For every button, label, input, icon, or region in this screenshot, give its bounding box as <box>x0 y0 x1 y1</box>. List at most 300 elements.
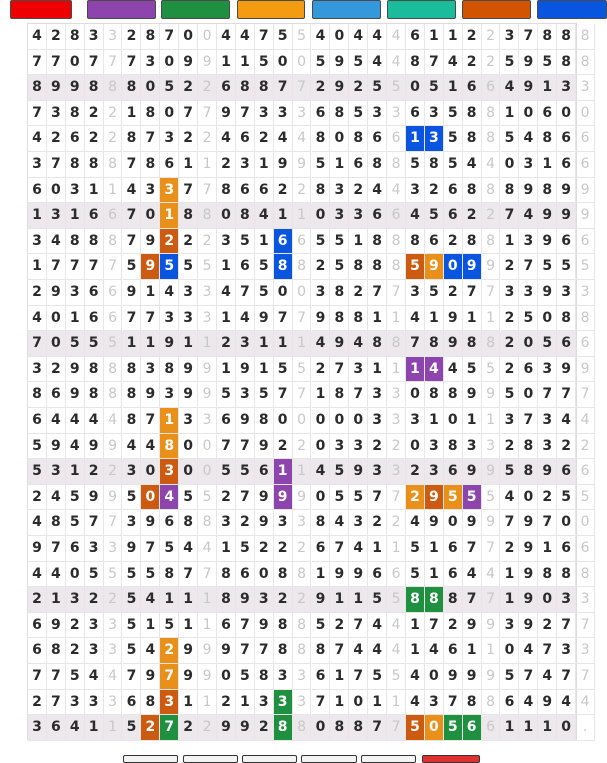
digit-cell[interactable]: 9 <box>47 613 66 639</box>
digit-cell[interactable]: 6 <box>557 126 576 152</box>
digit-cell[interactable]: 2 <box>274 587 293 613</box>
digit-cell[interactable]: 8 <box>330 280 349 306</box>
digit-cell[interactable]: 1 <box>501 562 520 588</box>
digit-cell[interactable]: 8 <box>179 203 198 229</box>
digit-cell[interactable]: 6 <box>217 408 236 434</box>
digit-cell[interactable]: 1 <box>179 152 198 178</box>
digit-cell[interactable]: 7 <box>85 254 104 280</box>
digit-cell[interactable]: 8 <box>425 587 444 613</box>
digit-cell[interactable]: 5 <box>160 613 179 639</box>
digit-cell[interactable]: 7 <box>425 50 444 76</box>
digit-cell[interactable]: 5 <box>557 485 576 511</box>
digit-cell[interactable]: 0 <box>406 434 425 460</box>
digit-cell[interactable]: 3 <box>179 280 198 306</box>
digit-cell[interactable]: 9 <box>85 485 104 511</box>
digit-cell[interactable]: 5 <box>236 664 255 690</box>
digit-cell[interactable]: 3 <box>160 459 179 485</box>
digit-cell[interactable]: 1 <box>123 101 142 127</box>
digit-cell[interactable]: 9 <box>557 357 576 383</box>
digit-cell[interactable]: 1 <box>368 306 387 332</box>
digit-cell[interactable]: 1 <box>406 126 425 152</box>
digit-cell[interactable]: 3 <box>217 229 236 255</box>
digit-cell[interactable]: 1 <box>179 331 198 357</box>
digit-cell[interactable]: 1 <box>538 152 557 178</box>
digit-cell[interactable]: 5 <box>179 254 198 280</box>
digit-cell[interactable]: 7 <box>236 485 255 511</box>
digit-cell[interactable]: 5 <box>123 562 142 588</box>
digit-cell[interactable]: 4 <box>519 638 538 664</box>
digit-cell[interactable]: 7 <box>463 536 482 562</box>
digit-cell[interactable]: 1 <box>217 50 236 76</box>
digit-cell[interactable]: 7 <box>236 434 255 460</box>
digit-cell[interactable]: 3 <box>425 690 444 716</box>
digit-cell[interactable]: 7 <box>47 536 66 562</box>
digit-cell[interactable]: 6 <box>557 331 576 357</box>
digit-cell[interactable]: 5 <box>123 485 142 511</box>
digit-cell[interactable]: 7 <box>179 562 198 588</box>
digit-cell[interactable]: 4 <box>368 24 387 50</box>
digit-cell[interactable]: 9 <box>312 306 331 332</box>
digit-cell[interactable]: 2 <box>255 715 274 741</box>
toolbar-button[interactable] <box>183 755 238 763</box>
digit-cell[interactable]: 4 <box>274 126 293 152</box>
digit-cell[interactable]: 7 <box>47 664 66 690</box>
digit-cell[interactable]: 4 <box>349 638 368 664</box>
digit-cell[interactable]: 8 <box>557 562 576 588</box>
digit-cell[interactable]: 9 <box>425 510 444 536</box>
digit-cell[interactable]: 3 <box>160 306 179 332</box>
digit-cell[interactable]: 7 <box>123 229 142 255</box>
digit-cell[interactable]: 8 <box>85 229 104 255</box>
digit-cell[interactable]: 3 <box>160 178 179 204</box>
digit-cell[interactable]: 6 <box>160 510 179 536</box>
digit-cell[interactable]: 3 <box>425 459 444 485</box>
digit-cell[interactable]: 1 <box>425 24 444 50</box>
digit-cell[interactable]: 1 <box>538 715 557 741</box>
digit-cell[interactable]: 2 <box>425 178 444 204</box>
digit-cell[interactable]: 1 <box>406 613 425 639</box>
digit-cell[interactable]: 3 <box>85 638 104 664</box>
digit-cell[interactable]: 1 <box>501 101 520 127</box>
digit-cell[interactable]: 7 <box>330 638 349 664</box>
digit-cell[interactable]: 3 <box>519 229 538 255</box>
digit-cell[interactable]: 8 <box>557 24 576 50</box>
digit-cell[interactable]: 8 <box>66 229 85 255</box>
digit-cell[interactable]: 5 <box>123 613 142 639</box>
digit-cell[interactable]: 9 <box>47 280 66 306</box>
digit-cell[interactable]: 9 <box>349 459 368 485</box>
digit-cell[interactable]: 7 <box>141 126 160 152</box>
digit-cell[interactable]: 3 <box>255 587 274 613</box>
digit-cell[interactable]: 2 <box>501 254 520 280</box>
digit-cell[interactable]: 8 <box>236 203 255 229</box>
digit-cell[interactable]: 1 <box>406 638 425 664</box>
digit-cell[interactable]: 2 <box>330 613 349 639</box>
digit-cell[interactable]: 4 <box>425 638 444 664</box>
digit-cell[interactable]: 6 <box>28 178 47 204</box>
digit-cell[interactable]: 1 <box>330 664 349 690</box>
digit-cell[interactable]: 7 <box>85 50 104 76</box>
digit-cell[interactable]: 6 <box>538 101 557 127</box>
digit-cell[interactable]: 8 <box>236 75 255 101</box>
digit-cell[interactable]: 3 <box>141 178 160 204</box>
digit-cell[interactable]: 8 <box>368 229 387 255</box>
digit-cell[interactable]: 6 <box>425 229 444 255</box>
digit-cell[interactable]: 6 <box>349 152 368 178</box>
digit-cell[interactable]: 9 <box>141 510 160 536</box>
digit-cell[interactable]: 5 <box>368 664 387 690</box>
digit-cell[interactable]: 5 <box>274 24 293 50</box>
digit-cell[interactable]: 2 <box>217 485 236 511</box>
digit-cell[interactable]: 3 <box>179 306 198 332</box>
digit-cell[interactable]: 8 <box>425 331 444 357</box>
digit-cell[interactable]: 5 <box>501 664 520 690</box>
digit-cell[interactable]: 5 <box>425 280 444 306</box>
digit-cell[interactable]: 4 <box>141 638 160 664</box>
digit-cell[interactable]: 2 <box>28 485 47 511</box>
digit-cell[interactable]: 6 <box>406 24 425 50</box>
swatch-teal[interactable] <box>387 0 456 19</box>
digit-cell[interactable]: 4 <box>179 536 198 562</box>
digit-cell[interactable]: 8 <box>557 50 576 76</box>
digit-cell[interactable]: 4 <box>255 203 274 229</box>
digit-cell[interactable]: 8 <box>463 229 482 255</box>
digit-cell[interactable]: 8 <box>141 690 160 716</box>
digit-cell[interactable]: 0 <box>141 203 160 229</box>
digit-cell[interactable]: 2 <box>368 434 387 460</box>
digit-cell[interactable]: 9 <box>255 306 274 332</box>
digit-cell[interactable]: 0 <box>425 664 444 690</box>
digit-cell[interactable]: 0 <box>141 485 160 511</box>
digit-cell[interactable]: 3 <box>47 203 66 229</box>
digit-cell[interactable]: 1 <box>141 613 160 639</box>
digit-cell[interactable]: 8 <box>85 382 104 408</box>
digit-cell[interactable]: 3 <box>28 357 47 383</box>
digit-cell[interactable]: 9 <box>141 664 160 690</box>
digit-cell[interactable]: 8 <box>538 178 557 204</box>
digit-cell[interactable]: 5 <box>28 459 47 485</box>
digit-cell[interactable]: 6 <box>444 638 463 664</box>
digit-cell[interactable]: 5 <box>330 485 349 511</box>
digit-cell[interactable]: 1 <box>141 331 160 357</box>
digit-cell[interactable]: 6 <box>368 126 387 152</box>
digit-cell[interactable]: 0 <box>217 664 236 690</box>
digit-cell[interactable]: 7 <box>274 306 293 332</box>
digit-cell[interactable]: 2 <box>255 126 274 152</box>
digit-cell[interactable]: 4 <box>123 434 142 460</box>
digit-cell[interactable]: 4 <box>406 306 425 332</box>
digit-cell[interactable]: 8 <box>406 229 425 255</box>
digit-cell[interactable]: 4 <box>406 664 425 690</box>
digit-cell[interactable]: 4 <box>47 562 66 588</box>
digit-cell[interactable]: 3 <box>501 408 520 434</box>
digit-cell[interactable]: 3 <box>236 152 255 178</box>
digit-cell[interactable]: 1 <box>406 357 425 383</box>
digit-cell[interactable]: 7 <box>349 382 368 408</box>
digit-cell[interactable]: 4 <box>557 690 576 716</box>
digit-cell[interactable]: 7 <box>330 357 349 383</box>
digit-cell[interactable]: 4 <box>557 408 576 434</box>
digit-cell[interactable]: 0 <box>501 638 520 664</box>
digit-cell[interactable]: 7 <box>141 306 160 332</box>
digit-cell[interactable]: 1 <box>349 229 368 255</box>
digit-cell[interactable]: 0 <box>179 434 198 460</box>
digit-cell[interactable]: 3 <box>519 152 538 178</box>
toolbar-button[interactable] <box>123 755 178 763</box>
digit-cell[interactable]: 4 <box>349 24 368 50</box>
digit-cell[interactable]: 2 <box>312 75 331 101</box>
digit-cell[interactable]: 2 <box>406 459 425 485</box>
digit-cell[interactable]: 9 <box>538 280 557 306</box>
digit-cell[interactable]: 3 <box>519 280 538 306</box>
digit-cell[interactable]: 5 <box>66 331 85 357</box>
digit-cell[interactable]: 8 <box>463 126 482 152</box>
digit-cell[interactable]: 5 <box>425 75 444 101</box>
digit-cell[interactable]: 5 <box>330 459 349 485</box>
digit-cell[interactable]: 6 <box>444 459 463 485</box>
digit-cell[interactable]: 8 <box>28 382 47 408</box>
digit-cell[interactable]: 6 <box>28 613 47 639</box>
digit-cell[interactable]: 8 <box>66 101 85 127</box>
digit-cell[interactable]: 2 <box>349 75 368 101</box>
digit-cell[interactable]: 4 <box>368 178 387 204</box>
digit-cell[interactable]: 0 <box>141 75 160 101</box>
digit-cell[interactable]: 6 <box>123 690 142 716</box>
digit-cell[interactable]: 9 <box>519 613 538 639</box>
digit-cell[interactable]: 3 <box>141 50 160 76</box>
digit-cell[interactable]: 9 <box>255 613 274 639</box>
digit-cell[interactable]: 5 <box>538 50 557 76</box>
digit-cell[interactable]: 0 <box>519 382 538 408</box>
digit-cell[interactable]: 9 <box>330 75 349 101</box>
digit-cell[interactable]: 1 <box>538 536 557 562</box>
digit-cell[interactable]: 1 <box>330 587 349 613</box>
digit-cell[interactable]: 2 <box>160 638 179 664</box>
digit-cell[interactable]: 3 <box>330 203 349 229</box>
digit-cell[interactable]: 9 <box>557 178 576 204</box>
digit-cell[interactable]: 7 <box>28 50 47 76</box>
digit-cell[interactable]: 3 <box>538 408 557 434</box>
digit-cell[interactable]: 8 <box>85 357 104 383</box>
digit-cell[interactable]: 0 <box>557 101 576 127</box>
digit-cell[interactable]: 0 <box>274 408 293 434</box>
digit-cell[interactable]: 8 <box>463 690 482 716</box>
digit-cell[interactable]: 9 <box>236 408 255 434</box>
digit-cell[interactable]: 8 <box>255 664 274 690</box>
digit-cell[interactable]: 1 <box>255 229 274 255</box>
digit-cell[interactable]: 4 <box>444 357 463 383</box>
digit-cell[interactable]: 7 <box>501 510 520 536</box>
digit-cell[interactable]: 2 <box>28 690 47 716</box>
digit-cell[interactable]: 4 <box>519 690 538 716</box>
digit-cell[interactable]: 7 <box>217 434 236 460</box>
digit-cell[interactable]: 8 <box>349 126 368 152</box>
digit-cell[interactable]: 3 <box>349 510 368 536</box>
digit-cell[interactable]: 5 <box>312 229 331 255</box>
digit-cell[interactable]: 7 <box>28 101 47 127</box>
digit-cell[interactable]: 8 <box>406 587 425 613</box>
digit-cell[interactable]: 9 <box>538 229 557 255</box>
digit-cell[interactable]: 2 <box>85 101 104 127</box>
digit-cell[interactable]: 0 <box>217 203 236 229</box>
digit-cell[interactable]: 5 <box>368 75 387 101</box>
digit-cell[interactable]: 1 <box>330 152 349 178</box>
digit-cell[interactable]: 8 <box>349 715 368 741</box>
digit-cell[interactable]: 5 <box>557 254 576 280</box>
digit-cell[interactable]: 3 <box>236 382 255 408</box>
digit-cell[interactable]: 3 <box>312 280 331 306</box>
digit-cell[interactable]: 1 <box>217 254 236 280</box>
digit-cell[interactable]: 5 <box>444 101 463 127</box>
digit-cell[interactable]: 8 <box>519 459 538 485</box>
digit-cell[interactable]: 3 <box>28 715 47 741</box>
digit-cell[interactable]: 6 <box>236 562 255 588</box>
digit-cell[interactable]: 7 <box>160 24 179 50</box>
digit-cell[interactable]: 6 <box>274 229 293 255</box>
digit-cell[interactable]: 5 <box>217 459 236 485</box>
digit-cell[interactable]: 3 <box>47 459 66 485</box>
digit-cell[interactable]: 3 <box>274 510 293 536</box>
digit-cell[interactable]: 0 <box>406 75 425 101</box>
digit-cell[interactable]: 0 <box>66 50 85 76</box>
digit-cell[interactable]: 9 <box>519 510 538 536</box>
digit-cell[interactable]: 9 <box>274 152 293 178</box>
digit-cell[interactable]: 4 <box>141 587 160 613</box>
digit-cell[interactable]: 6 <box>557 152 576 178</box>
digit-cell[interactable]: 4 <box>28 562 47 588</box>
digit-cell[interactable]: 4 <box>236 306 255 332</box>
digit-cell[interactable]: 5 <box>501 382 520 408</box>
digit-cell[interactable]: 5 <box>66 664 85 690</box>
digit-cell[interactable]: 5 <box>444 126 463 152</box>
digit-cell[interactable]: 2 <box>349 178 368 204</box>
digit-cell[interactable]: 8 <box>538 126 557 152</box>
digit-cell[interactable]: 9 <box>519 75 538 101</box>
digit-cell[interactable]: 2 <box>538 485 557 511</box>
digit-cell[interactable]: 4 <box>312 459 331 485</box>
digit-cell[interactable]: 7 <box>274 75 293 101</box>
digit-cell[interactable]: 9 <box>123 536 142 562</box>
toolbar-button[interactable] <box>361 755 416 763</box>
swatch-dark-orange[interactable] <box>462 0 531 19</box>
digit-cell[interactable]: 3 <box>425 101 444 127</box>
digit-cell[interactable]: 1 <box>66 203 85 229</box>
digit-cell[interactable]: 9 <box>444 331 463 357</box>
digit-cell[interactable]: 8 <box>312 510 331 536</box>
digit-cell[interactable]: 8 <box>160 562 179 588</box>
digit-cell[interactable]: 1 <box>28 203 47 229</box>
digit-cell[interactable]: 8 <box>123 75 142 101</box>
digit-cell[interactable]: 9 <box>349 562 368 588</box>
digit-cell[interactable]: 1 <box>312 562 331 588</box>
digit-cell[interactable]: 4 <box>368 638 387 664</box>
digit-cell[interactable]: 5 <box>406 536 425 562</box>
digit-cell[interactable]: 1 <box>85 715 104 741</box>
digit-cell[interactable]: 2 <box>123 24 142 50</box>
digit-cell[interactable]: 9 <box>66 382 85 408</box>
digit-cell[interactable]: 9 <box>179 50 198 76</box>
digit-cell[interactable]: 0 <box>444 408 463 434</box>
digit-cell[interactable]: 6 <box>463 75 482 101</box>
digit-cell[interactable]: 3 <box>368 382 387 408</box>
digit-cell[interactable]: 5 <box>538 331 557 357</box>
digit-cell[interactable]: 2 <box>66 638 85 664</box>
digit-cell[interactable]: 4 <box>349 536 368 562</box>
digit-cell[interactable]: 7 <box>463 280 482 306</box>
digit-cell[interactable]: 3 <box>349 357 368 383</box>
digit-cell[interactable]: 1 <box>312 382 331 408</box>
digit-cell[interactable]: 6 <box>160 152 179 178</box>
digit-cell[interactable]: 7 <box>519 664 538 690</box>
digit-cell[interactable]: 2 <box>463 203 482 229</box>
digit-cell[interactable]: 5 <box>160 75 179 101</box>
digit-cell[interactable]: 8 <box>312 126 331 152</box>
digit-cell[interactable]: 1 <box>255 152 274 178</box>
digit-cell[interactable]: 7 <box>141 536 160 562</box>
digit-cell[interactable]: 5 <box>463 357 482 383</box>
digit-cell[interactable]: 4 <box>160 485 179 511</box>
digit-cell[interactable]: 1 <box>217 306 236 332</box>
digit-cell[interactable]: 2 <box>255 536 274 562</box>
digit-cell[interactable]: 8 <box>425 382 444 408</box>
digit-cell[interactable]: 4 <box>519 126 538 152</box>
digit-cell[interactable]: 8 <box>66 152 85 178</box>
digit-cell[interactable]: 6 <box>85 306 104 332</box>
digit-cell[interactable]: 7 <box>236 638 255 664</box>
digit-cell[interactable]: 1 <box>425 408 444 434</box>
digit-cell[interactable]: 9 <box>519 562 538 588</box>
digit-cell[interactable]: 2 <box>274 178 293 204</box>
digit-cell[interactable]: 3 <box>66 280 85 306</box>
digit-cell[interactable]: 4 <box>217 126 236 152</box>
digit-cell[interactable]: 8 <box>179 510 198 536</box>
digit-cell[interactable]: 2 <box>349 280 368 306</box>
digit-cell[interactable]: 7 <box>463 587 482 613</box>
toolbar-button[interactable] <box>242 755 297 763</box>
digit-cell[interactable]: 0 <box>179 459 198 485</box>
digit-cell[interactable]: 3 <box>85 613 104 639</box>
digit-cell[interactable]: 5 <box>66 485 85 511</box>
digit-cell[interactable]: 9 <box>236 357 255 383</box>
digit-cell[interactable]: 0 <box>519 101 538 127</box>
digit-cell[interactable]: 2 <box>274 434 293 460</box>
digit-cell[interactable]: 5 <box>123 715 142 741</box>
digit-cell[interactable]: 8 <box>66 24 85 50</box>
digit-cell[interactable]: 2 <box>160 229 179 255</box>
digit-cell[interactable]: 8 <box>274 254 293 280</box>
digit-cell[interactable]: 6 <box>501 690 520 716</box>
digit-cell[interactable]: 7 <box>255 638 274 664</box>
digit-cell[interactable]: 0 <box>160 50 179 76</box>
digit-cell[interactable]: 0 <box>330 24 349 50</box>
digit-cell[interactable]: 7 <box>538 638 557 664</box>
digit-cell[interactable]: 7 <box>349 664 368 690</box>
digit-cell[interactable]: 8 <box>368 254 387 280</box>
digit-cell[interactable]: 9 <box>463 510 482 536</box>
digit-cell[interactable]: 2 <box>85 126 104 152</box>
digit-cell[interactable]: 0 <box>47 331 66 357</box>
digit-cell[interactable]: 6 <box>463 715 482 741</box>
toolbar-button[interactable] <box>301 755 357 763</box>
digit-cell[interactable]: 3 <box>123 459 142 485</box>
digit-cell[interactable]: 4 <box>28 24 47 50</box>
toolbar-button[interactable] <box>422 755 480 763</box>
digit-cell[interactable]: 9 <box>236 715 255 741</box>
digit-cell[interactable]: 1 <box>425 306 444 332</box>
digit-cell[interactable]: 4 <box>66 715 85 741</box>
digit-cell[interactable]: 9 <box>463 254 482 280</box>
digit-cell[interactable]: 8 <box>425 152 444 178</box>
